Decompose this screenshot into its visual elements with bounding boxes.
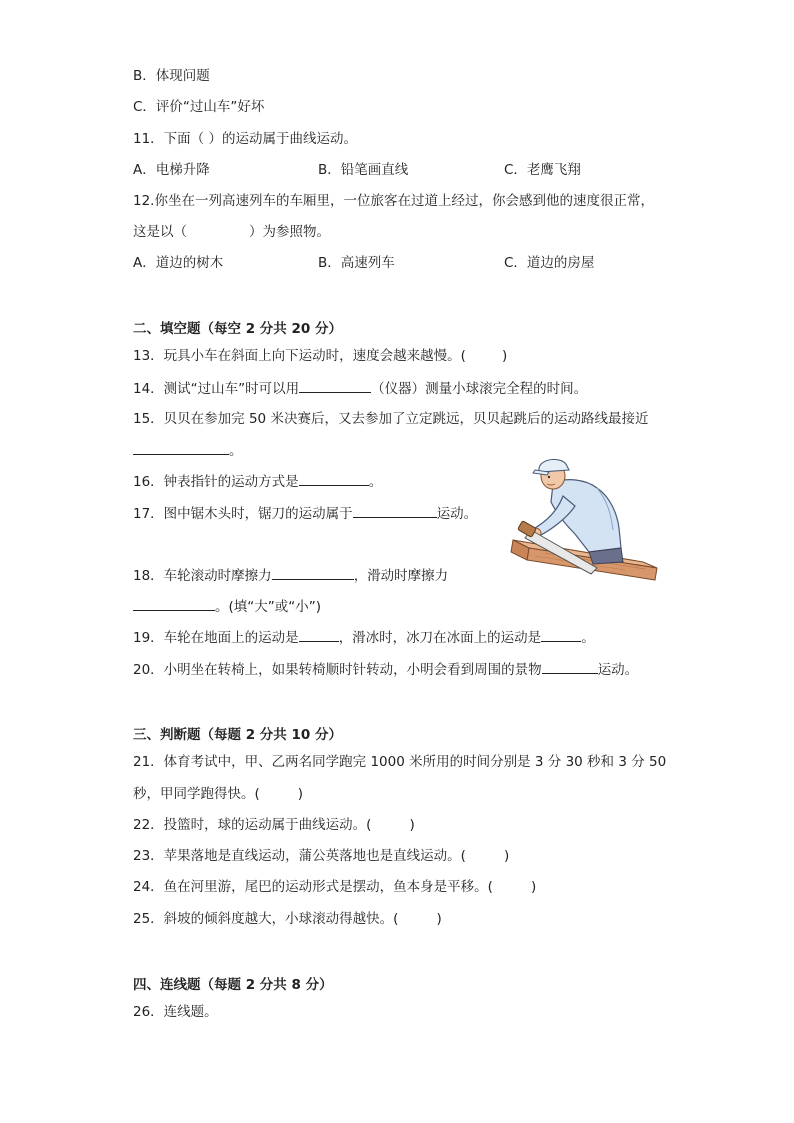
q15-answer-blank[interactable] — [133, 440, 229, 455]
q17-end: 运动。 — [436, 506, 478, 522]
q12-option-c: C．道边的房屋 — [504, 255, 595, 271]
q24-text: 24．鱼在河里游，尾巴的运动形式是摆动，鱼本身是平移。( — [133, 879, 493, 895]
q23-close: ) — [503, 848, 510, 864]
q18-answer-blank-2[interactable] — [133, 596, 215, 611]
q19 — [133, 627, 595, 648]
q21-close: ) — [297, 786, 304, 802]
q15-end: 。 — [229, 443, 243, 459]
q10-option-c: C．评价“过山车”好坏 — [133, 99, 265, 115]
q25 — [133, 909, 442, 929]
q22 — [133, 815, 415, 835]
q19-text-2: ，滑冰时，冰刀在冰面上的运动是 — [338, 630, 542, 646]
q16 — [133, 471, 382, 492]
q17 — [133, 503, 477, 524]
q18-text-2: ，滑动时摩擦力 — [353, 568, 449, 584]
q17-answer-blank[interactable] — [353, 503, 437, 518]
q18-text-1: 18．车轮滚动时摩擦力 — [133, 568, 272, 584]
q16-answer-blank[interactable] — [299, 471, 369, 486]
q23-text: 23．苹果落地是直线运动，蒲公英落地也是直线运动。( — [133, 848, 466, 864]
q21-line1: 21．体育考试中，甲、乙两名同学跑完 1000 米所用的时间分别是 3 分 30 秒和 3 分 50 — [133, 754, 667, 770]
q26: 26．连线题。 — [133, 1004, 218, 1020]
q12-stem-part2: ）为参照物。 — [249, 224, 330, 240]
section2-title: 二、填空题（每空 2 分共 20 分） — [133, 321, 342, 337]
q14-answer-blank[interactable] — [299, 378, 371, 393]
section4-title: 四、连线题（每题 2 分共 8 分） — [133, 977, 333, 993]
q22-text: 22．投篮时，球的运动属于曲线运动。( — [133, 817, 372, 833]
man-sawing-wood-illustration — [505, 456, 660, 584]
q15-line1: 15．贝贝在参加完 50 米决赛后，又去参加了立定跳远，贝贝起跳后的运动路线最接近 — [133, 411, 649, 427]
q24 — [133, 877, 536, 897]
q10-option-b: B．体现问题 — [133, 68, 210, 84]
q18-line1 — [133, 565, 448, 586]
q23 — [133, 846, 509, 866]
q19-text-1: 19．车轮在地面上的运动是 — [133, 630, 299, 646]
q18-line2 — [133, 596, 321, 617]
q13 — [133, 346, 507, 366]
q13-close: ) — [501, 348, 508, 364]
q17-text: 17．图中锯木头时，锯刀的运动属于 — [133, 506, 353, 522]
q20-answer-blank[interactable] — [542, 659, 598, 674]
q12-option-b: B．高速列车 — [318, 255, 395, 271]
q20-end: 运动。 — [597, 662, 639, 678]
q14-text-1: 14．测试“过山车”时可以用 — [133, 381, 300, 397]
q25-text: 25．斜坡的倾斜度越大，小球滚动得越快。( — [133, 911, 399, 927]
section3-title: 三、判断题（每题 2 分共 10 分） — [133, 727, 342, 743]
q25-close: ) — [436, 911, 442, 927]
q12-option-a: A．道边的树木 — [133, 255, 224, 271]
q12-stem-line1: 12.你坐在一列高速列车的车厢里，一位旅客在过道上经过，你会感到他的速度很正常， — [133, 193, 654, 209]
q12-stem-part1: 这是以（ — [133, 224, 187, 240]
q20-text: 20．小明坐在转椅上，如果转椅顺时针转动，小明会看到周围的景物 — [133, 662, 542, 678]
q21-text: 秒，甲同学跑得快。( — [133, 786, 260, 802]
q11-stem: 11．下面（ ）的运动属于曲线运动。 — [133, 131, 357, 147]
q16-text: 16．钟表指针的运动方式是 — [133, 474, 299, 490]
q14-text-2: （仪器）测量小球滚完全程的时间。 — [371, 381, 588, 397]
q20 — [133, 659, 638, 680]
q12-stem-line2 — [133, 222, 330, 242]
q24-close: ) — [530, 879, 537, 895]
q22-close: ) — [409, 817, 415, 833]
q14 — [133, 378, 587, 399]
q21-line2 — [133, 784, 303, 804]
q15-line2 — [133, 440, 243, 461]
q11-option-a: A．电梯升降 — [133, 162, 210, 178]
q11-option-b: B．铅笔画直线 — [318, 162, 409, 178]
q19-answer-blank-2[interactable] — [541, 627, 581, 642]
q19-end: 。 — [581, 630, 595, 646]
q19-answer-blank-1[interactable] — [299, 627, 339, 642]
q16-end: 。 — [368, 474, 383, 490]
q18-text-3: 。(填“大”或“小”) — [215, 599, 322, 615]
q18-answer-blank-1[interactable] — [272, 565, 354, 580]
q13-text: 13．玩具小车在斜面上向下运动时，速度会越来越慢。( — [133, 348, 466, 364]
q11-option-c: C．老鹰飞翔 — [504, 162, 581, 178]
cap — [539, 459, 569, 472]
